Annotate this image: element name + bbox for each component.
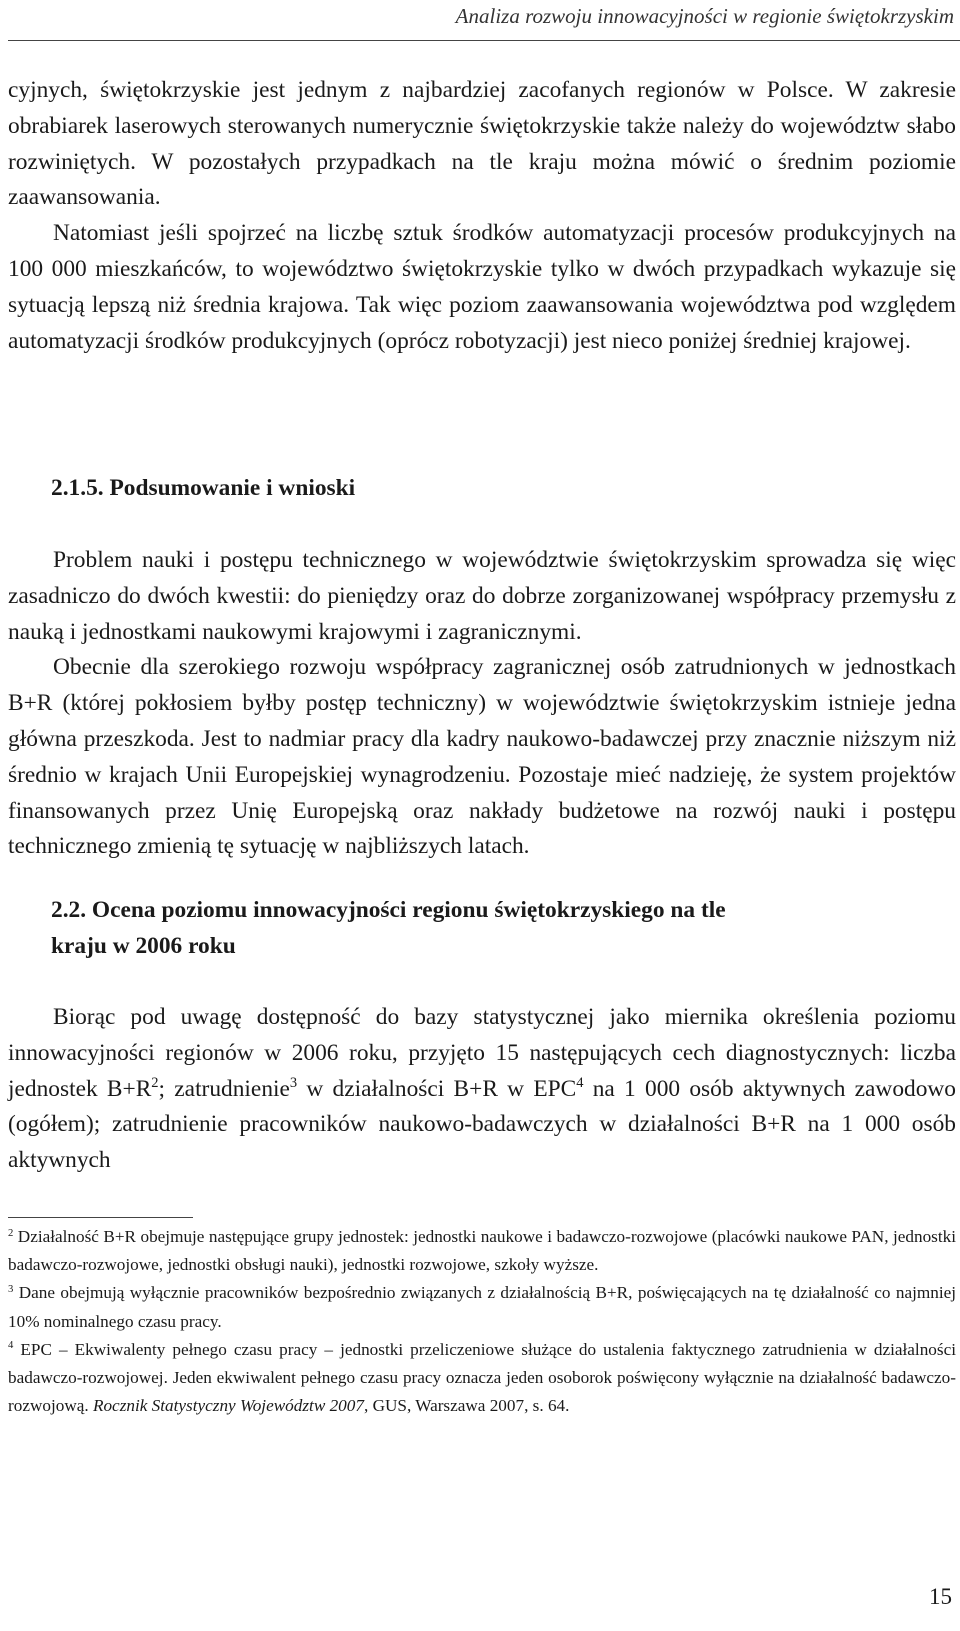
- footnote-text: , GUS, Warszawa 2007, s. 64.: [363, 1396, 570, 1416]
- paragraph: Obecnie dla szerokiego rozwoju współpracy zagranicznej osób zatrudnionych w jednostkach B+R (której pokłosiem byłby postęp techniczny) w województwie świętokrzyskim istnieje jedna główna przeszkoda. Jest to nadmiar pracy dla kadry naukowo-badawczej przy znacznie niższym niż średnio w krajach Unii Europejskiej wynagrodzeniu. Pozostaje mieć nadzieję, że system projektów finansowanych przez Unię Europejską oraz nakłady budżetowe na rozwój nauki i postępu technicznego zmienią tę sytuację w najbliższych latach.: [8, 654, 956, 860]
- running-header: Analiza rozwoju innowacyjności w regionie świętokrzyskim: [455, 4, 954, 28]
- footnote-text: Dane obejmują wyłącznie pracowników bezpośrednio związanych z działalnością B+R, poświęcających na tę działalność co najmniej 10% nominalnego czasu pracy.: [8, 1283, 956, 1331]
- footnote-number: 2: [8, 1227, 14, 1239]
- footnote-number: 3: [8, 1284, 14, 1296]
- page-number: 15: [929, 1584, 952, 1609]
- paragraph: cyjnych, świętokrzyskie jest jednym z najbardziej zacofanych regionów w Polsce. W zakresie obrabiarek laserowych sterowanych numerycznie świętokrzyskie także należy do województw słabo rozwiniętych. W pozostałych przypadkach na tle kraju można mówić o średnim poziomie zaawansowania.: [8, 77, 956, 211]
- paragraph: Problem nauki i postępu technicznego w województwie świętokrzyskim sprowadza się więc zasadniczo do dwóch kwestii: do pieniędzy oraz do dobrze zorganizowanej współpracy przemysłu z nauką i jednostkami naukowymi krajowymi i zagranicznymi.: [8, 547, 956, 645]
- footnote-number: 4: [8, 1340, 14, 1352]
- document-page: [8, 0, 960, 1631]
- footnote-ref-2[interactable]: 2: [151, 1074, 159, 1091]
- footnote-source-title: Rocznik Statystyczny Województw 2007: [92, 1396, 364, 1416]
- footnote-ref-4[interactable]: 4: [576, 1074, 584, 1091]
- footnote-2: [8, 1223, 956, 1279]
- footnote-3: [8, 1279, 956, 1335]
- paragraph-block-intro: [8, 73, 956, 359]
- section-heading-line: kraju w 2006 roku: [51, 932, 236, 959]
- paragraph: Natomiast jeśli spojrzeć na liczbę sztuk środków automatyzacji procesów produkcyjnych na 100 000 mieszkańców, to województwo świętokrzyskie tylko w dwóch przypadkach wykazuje się sytuacją lepszą niż średnia krajowa. Tak więc poziom zaawansowania województwa pod względem automatyzacji środków produkcyjnych (oprócz robotyzacji) jest nieco poniżej średniej krajowej.: [8, 220, 956, 354]
- section-heading: [51, 893, 940, 965]
- header-rule: [8, 40, 960, 41]
- section-heading: 2.1.5. Podsumowanie i wnioski: [51, 475, 356, 501]
- footnote-text: EPC – Ekwiwalenty pełnego czasu pracy – jednostki przeliczeniowe służące do ustalenia faktycznego zatrudnienia w działalności badawczo-rozwojowej. Jeden ekwiwalent pełnego czasu pracy oznacza jeden osoborok poświęcony wyłącznie na działalność badawczo-rozwojową.: [8, 1339, 956, 1416]
- text-run: ; zatrudnienie: [158, 1075, 290, 1102]
- paragraph-block-summary: [8, 543, 956, 865]
- text-run: Biorąc pod uwagę dostępność do bazy statystycznej jako miernika określenia poziomu innowacyjności regionów w 2006 roku, przyjęto 15 następujących cech diagnostycznych: liczba jednostek B+R: [8, 1004, 956, 1102]
- footnotes: [8, 1223, 956, 1420]
- footnote-ref-3[interactable]: 3: [289, 1074, 298, 1091]
- footnote-text: Działalność B+R obejmuje następujące grupy jednostek: jednostki naukowe i badawczo-rozwojowe (placówki naukowe PAN, jednostki badawczo-rozwojowe, jednostki obsługi nauki), jednostki rozwojowe, szkoły wyższe.: [8, 1227, 956, 1275]
- footnote-4: [8, 1336, 956, 1421]
- text-run: w działalności B+R w EPC: [297, 1075, 577, 1102]
- footnote-rule: [8, 1217, 193, 1218]
- section-heading-line: 2.2. Ocena poziomu innowacyjności regionu świętokrzyskiego na tle: [51, 897, 726, 923]
- paragraph-block-assessment: [8, 1000, 956, 1179]
- text-run: na 1 000 osób aktywnych zawodowo (ogółem); zatrudnienie pracowników naukowo-badawczych w działalności B+R na 1 000 osób aktywnych: [8, 1075, 956, 1174]
- paragraph: [8, 1000, 956, 1179]
